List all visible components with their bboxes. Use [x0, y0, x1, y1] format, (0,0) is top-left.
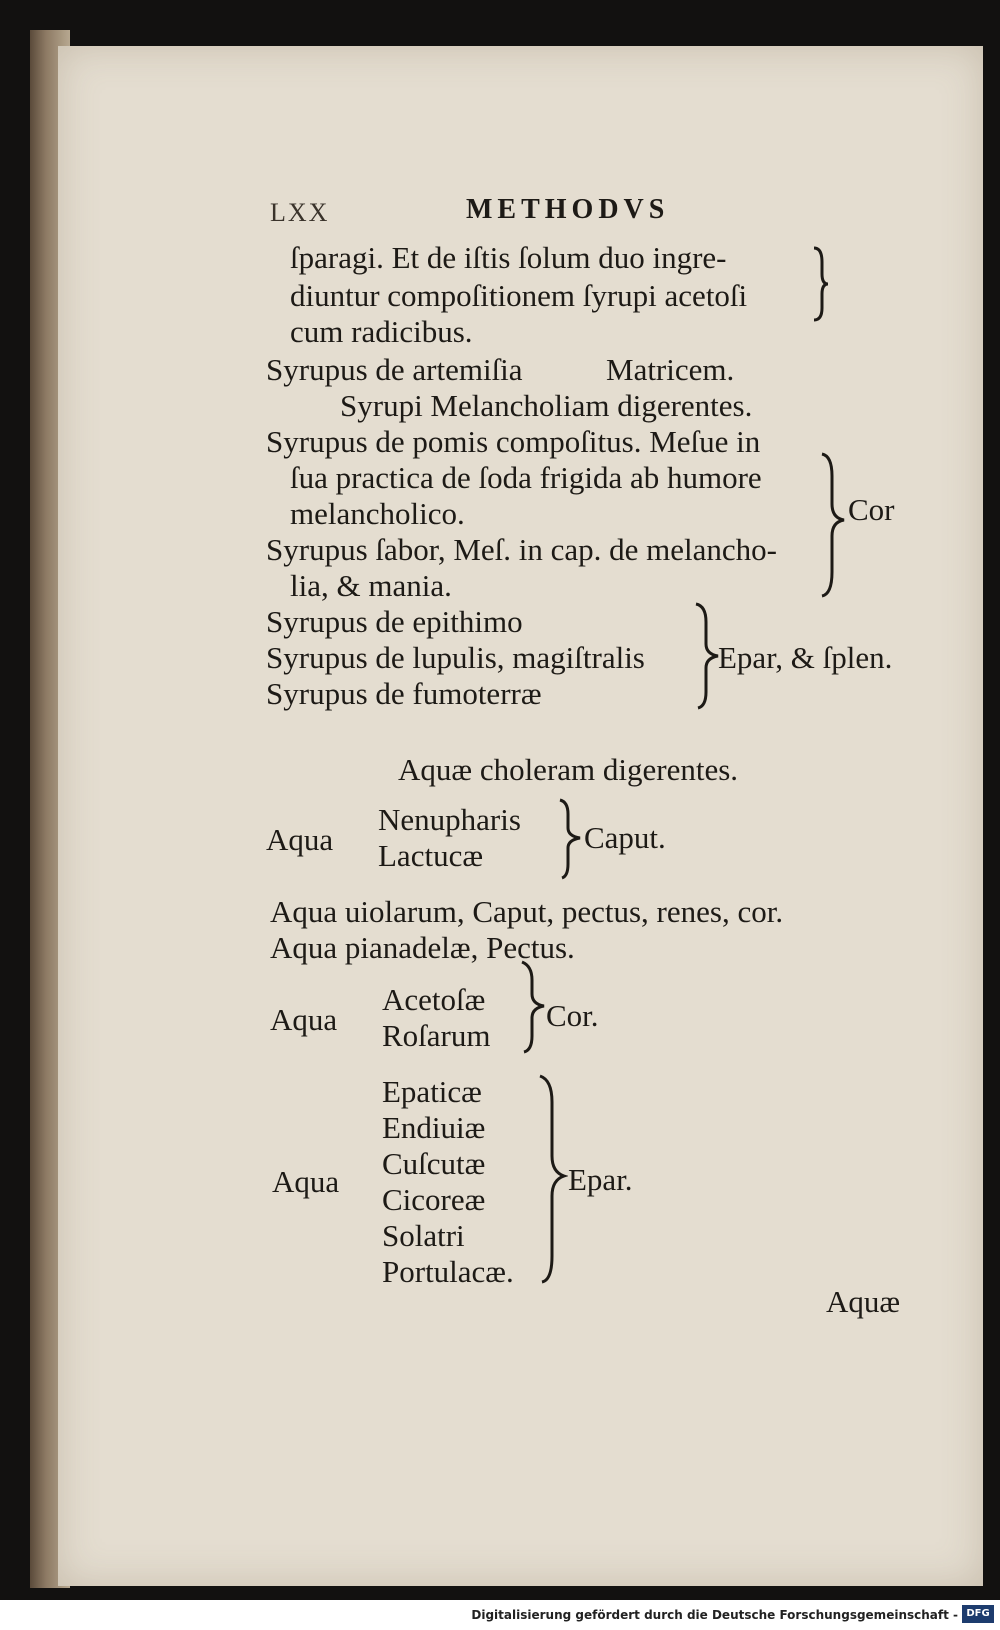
- text-line: Syrupus de pomis compoſitus. Meſue in: [266, 424, 761, 459]
- aqua-label: Aqua: [272, 1164, 340, 1199]
- brace-right: [536, 1072, 568, 1286]
- text-line: diuntur compoſitionem ſyrupi acetoſi: [290, 278, 748, 313]
- list-item: Nenupharis: [378, 802, 521, 837]
- list-item: Cicoreæ: [382, 1182, 486, 1217]
- footer-bar: [0, 1600, 1000, 1630]
- text-line: Syrupus de fumoterræ: [266, 676, 542, 711]
- dfg-logo: DFG: [962, 1605, 994, 1623]
- text-line: Aqua pianadelæ, Pectus.: [270, 930, 575, 965]
- list-item: Epaticæ: [382, 1074, 482, 1109]
- running-header: METHODVS: [466, 194, 670, 225]
- brace-right: [692, 600, 722, 712]
- aqua-label: Aqua: [270, 1002, 338, 1037]
- text-line: Matricem.: [606, 352, 735, 387]
- text-line: Epar, & ſplen.: [718, 640, 893, 675]
- text-line: Syrupus de artemiſia: [266, 352, 523, 387]
- catchword: Aquæ: [826, 1284, 901, 1319]
- brace-right: [518, 958, 548, 1054]
- book-page: [58, 46, 983, 1586]
- text-line: cum radicibus.: [290, 314, 473, 349]
- section-heading: Syrupi Melancholiam digerentes.: [340, 388, 753, 423]
- list-item: Roſarum: [382, 1018, 491, 1053]
- result-label: Epar.: [568, 1162, 633, 1197]
- brace-right: [556, 796, 586, 880]
- brace-right: [816, 450, 848, 600]
- folio-number: LXX: [270, 198, 330, 227]
- funding-credit: Digitalisierung gefördert durch die Deutsche Forschungsgemeinschaft -: [471, 1608, 958, 1622]
- text-line: melancholico.: [290, 496, 465, 531]
- section-heading: Aquæ choleram digerentes.: [398, 752, 739, 787]
- text-line: ſua practica de ſoda frigida ab humore: [290, 460, 762, 495]
- aqua-label: Aqua: [266, 822, 334, 857]
- list-item: Lactucæ: [378, 838, 484, 873]
- text-line: Syrupus ſabor, Meſ. in cap. de melancho-: [266, 532, 777, 567]
- text-line: lia, & mania.: [290, 568, 452, 603]
- list-item: Endiuiæ: [382, 1110, 486, 1145]
- list-item: Cuſcutæ: [382, 1146, 486, 1181]
- list-item: Acetoſæ: [382, 982, 486, 1017]
- text-line: Cor: [848, 492, 895, 527]
- result-label: Cor.: [546, 998, 599, 1033]
- text-line: Aqua uiolarum, Caput, pectus, renes, cor.: [270, 894, 784, 929]
- list-item: Portulacæ.: [382, 1254, 514, 1289]
- list-item: Solatri: [382, 1218, 465, 1253]
- text-line: Syrupus de epithimo: [266, 604, 523, 639]
- result-label: Caput.: [584, 820, 666, 855]
- brace-right: [808, 244, 832, 324]
- text-line: Syrupus de lupulis, magiſtralis: [266, 640, 645, 675]
- text-line: ſparagi. Et de iſtis ſolum duo ingre-: [290, 240, 727, 275]
